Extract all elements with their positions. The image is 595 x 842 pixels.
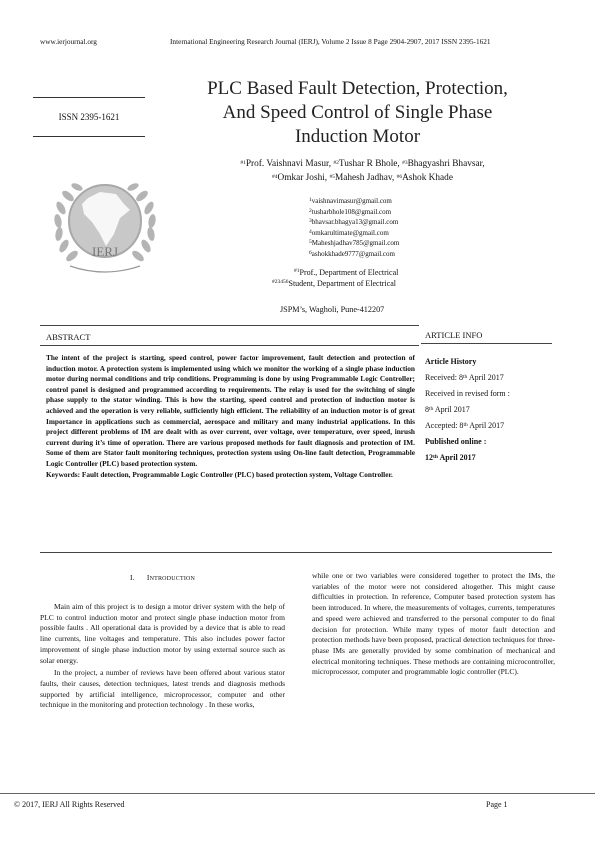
- right-column: [312, 571, 555, 678]
- author-list: [170, 157, 555, 185]
- left-column: [40, 602, 285, 711]
- author-marker: #1: [240, 160, 246, 166]
- revised-date: [425, 402, 510, 418]
- email-address: Maheshjadhav785@gmail.com: [311, 239, 400, 247]
- article-info: [425, 354, 510, 466]
- author-name: Ashok Khade: [402, 173, 453, 183]
- title-line: PLC Based Fault Detection, Protection,: [207, 78, 508, 99]
- email-address: vaishnavimasur@gmail.com: [311, 197, 392, 205]
- received-text: Received: 8: [425, 373, 463, 382]
- abstract-keywords: Keywords: Fault detection, Programmable Logic Controller (PLC) based protection system, Voltage Controller.: [46, 469, 393, 479]
- received-date: [425, 370, 510, 386]
- footer-copyright: © 2017, IERJ All Rights Reserved: [14, 800, 125, 809]
- ordinal-suffix: th: [433, 454, 438, 460]
- running-header-site: www.ierjournal.org: [40, 37, 97, 46]
- intro-paragraph-continued: while one or two variables were considered together to protect the IMs, the variables of the motor were not considered altogether. This might cause difficulties in protection. In reference, Computer based protection system has been introduced. In where, the measurements of voltages, currents, temperatures and speed were achieved and transferred to the personal computer to do final decision for protection. While many types of motor fault detection and protection methods have been proposed, practical detection techniques for three-phase IMs are generally provided by some combination of mechanical and electrical monitoring techniques. These methods are containing microcontroller, microprocessor, computer and programmable logic controller (PLC).: [312, 571, 555, 677]
- author-marker: #5: [329, 174, 335, 180]
- published-month: April 2017: [437, 453, 476, 462]
- ordinal-suffix: th: [463, 422, 468, 428]
- author-name: Tushar R Bhole,: [338, 159, 403, 169]
- intro-paragraph: In the project, a number of reviews have been offered about various stator faults, their causes, detection techniques, latest trends and diagnosis methods supported by artificial intelligence, microprocessor, computer and other technique in the monitoring and protection technology . In these works,: [40, 668, 285, 710]
- author-marker: #6: [396, 174, 403, 180]
- email-address: omkarultimate@gmail.com: [311, 228, 389, 237]
- author-marker: #2: [333, 160, 339, 166]
- email-address: tusharbhole108@gmail.com: [311, 207, 392, 216]
- affiliation-text: Student, Department of Electrical: [288, 279, 397, 288]
- author-name: Bhagyashri Bhavsar,: [407, 159, 485, 169]
- abstract-text: The intent of the project is starting, speed control, power factor improvement, fault detection and protection of induction motor. A protection system is implemented using which we monitor the working of a single phase induction motor during normal conditions and trip conditions. Programming is done by using Programmable Logic Controller; control panel is designed and programmed according to requirements. The relay is used for the switching of single phase supply to the stator winding. This is how the starting, speed control and protection of induction motor is achieved and the operation is very reliable, sufficiently high efficient. The reliability of an induction motor is of great Importance in applications such as commercial, aerospace and military and many industrial applications. In this project different problems of IM are dealt with as over current, over voltage, over temperature, over speed, inrush current during it’s time of operation. There are various proposed methods for fault diagnosis and protection of IM. Some of them are Stator fault monitoring techniques, protection system using On-line fault detection, Programmable Logic Controller (PLC) based protection system.: [46, 353, 415, 468]
- logo-ribbon: [70, 266, 140, 272]
- email-marker: 1: [309, 197, 312, 203]
- paper-title: [160, 77, 555, 149]
- published-label: Published online :: [425, 437, 487, 446]
- email-list: [309, 196, 399, 259]
- journal-logo: [40, 174, 170, 276]
- title-line: And Speed Control of Single Phase: [222, 102, 493, 123]
- published-date: [425, 450, 510, 466]
- published-day: 12: [425, 453, 433, 462]
- running-header-journal: International Engineering Research Journal (IERJ), Volume 2 Issue 8 Page 2904-2907, 2017 ISSN 2395-1621: [170, 37, 491, 46]
- author-marker: #3: [402, 160, 408, 166]
- abstract-bottom-rule: [40, 345, 419, 346]
- article-info-heading: ARTICLE INFO: [425, 330, 483, 340]
- affiliation-list: [272, 267, 470, 289]
- ordinal-suffix: th: [462, 374, 468, 380]
- title-line: Induction Motor: [294, 126, 421, 147]
- ordinal-suffix: th: [429, 406, 434, 412]
- abstract-heading: ABSTRACT: [46, 332, 91, 342]
- intro-paragraph: Main aim of this project is to design a motor driver system with the help of PLC to control induction motor and protect single phase induction motor from possible faults . All operational data is provided by a device that is able to read line currents, line voltages and temperature. This also includes power factor improvement of single phase induction motor by using external source such as solar energy.: [40, 602, 285, 665]
- email-address: bhavsar.bhagya13@gmail.com: [311, 218, 399, 226]
- affiliation-marker: #1: [294, 268, 300, 274]
- received-month: April 2017: [467, 373, 504, 382]
- revised-label: Received in revised form :: [425, 389, 510, 398]
- section-numeral: I.: [130, 573, 135, 582]
- email-marker: 5: [309, 239, 312, 245]
- heading-initial: I: [146, 573, 150, 582]
- affiliation-marker: #23456: [272, 279, 289, 285]
- heading-smallcaps: NTRODUCTION: [149, 576, 196, 582]
- logo-text: IERJ: [92, 244, 118, 259]
- accepted-month: April 2017: [467, 421, 505, 430]
- institution-address: JSPM’s, Wagholi, Pune-412207: [280, 305, 385, 314]
- section-divider: [40, 552, 552, 553]
- abstract-top-rule: [40, 325, 419, 326]
- author-name: Mahesh Jadhav,: [334, 173, 397, 183]
- email-marker: 6: [309, 249, 312, 256]
- affiliation-text: Prof., Department of Electrical: [299, 268, 399, 277]
- revised-month: April 2017: [433, 405, 470, 414]
- author-name: Prof. Vaishnavi Masur,: [245, 159, 334, 169]
- email-marker: 3: [309, 218, 312, 224]
- abstract-body: [46, 353, 415, 480]
- footer-rule: [0, 793, 595, 794]
- author-name: Omkar Joshi,: [277, 173, 330, 183]
- issn-text: ISSN 2395-1621: [58, 112, 120, 122]
- intro-heading: [130, 573, 195, 582]
- email-marker: 4: [309, 228, 312, 235]
- article-history-label: Article History: [425, 357, 477, 366]
- accepted-text: Accepted: 8: [425, 421, 464, 430]
- page-number: Page 1: [486, 800, 508, 809]
- issn-box: [33, 97, 145, 137]
- revised-day: 8: [425, 405, 429, 414]
- author-marker: #4: [272, 174, 278, 180]
- email-address: ashokkhade9777@gmail.com: [311, 249, 395, 258]
- email-marker: 2: [309, 207, 312, 214]
- accepted-date: [425, 418, 510, 434]
- article-info-rule: [421, 343, 552, 344]
